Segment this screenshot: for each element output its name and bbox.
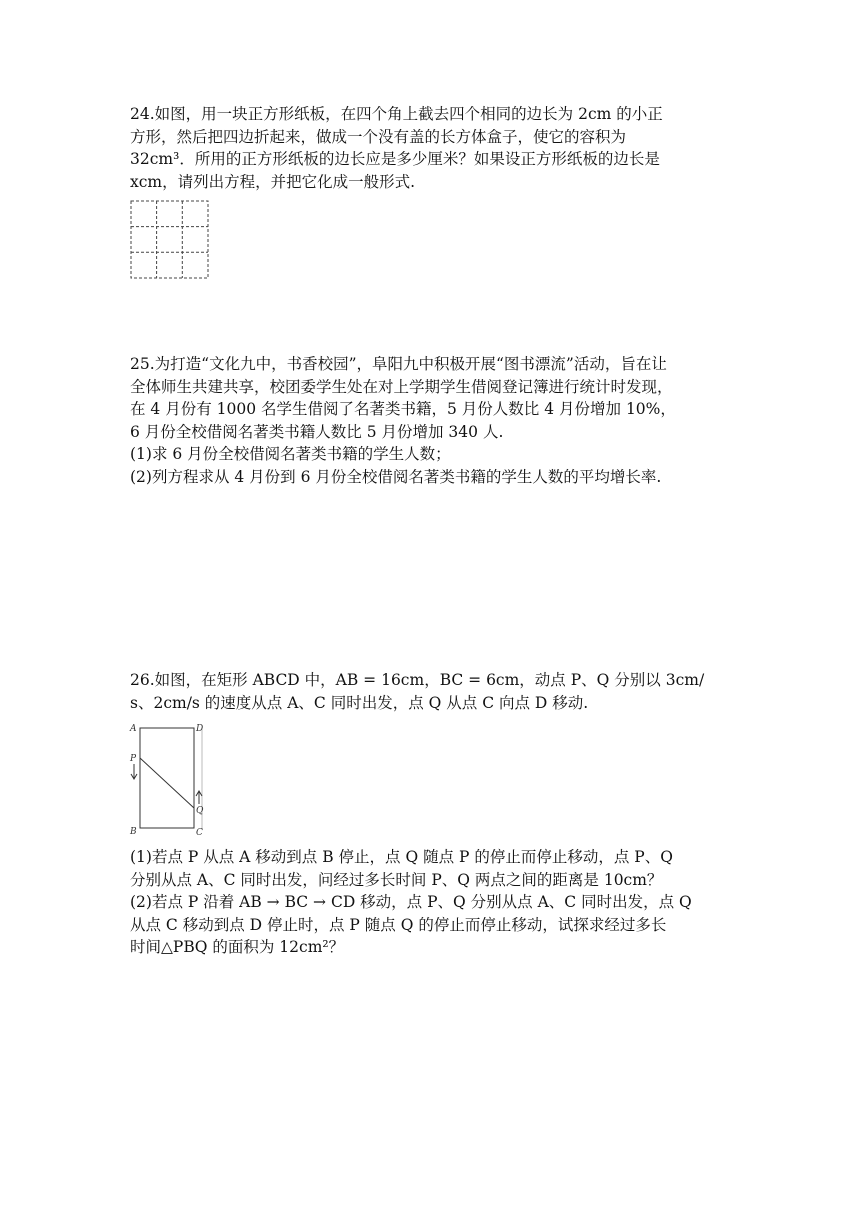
problem-25-line-2: 全体师生共建共享，校团委学生处在对上学期学生借阅登记簿进行统计时发现， bbox=[130, 377, 673, 396]
problem-26-subquestions bbox=[130, 846, 730, 959]
problem-26-line-1: 26.如图，在矩形 ABCD 中，AB = 16cm，BC = 6cm，动点 P、Q 分别以 3cm/ bbox=[130, 671, 705, 689]
label-c: C bbox=[196, 828, 203, 837]
problem-26 bbox=[130, 669, 730, 714]
problem-25-line-4: 6 月份全校借阅名著类书籍人数比 5 月份增加 340 人. bbox=[130, 422, 504, 441]
rectangle-abcd-diagram bbox=[128, 722, 208, 837]
square-board-figure bbox=[130, 200, 210, 280]
label-q: Q bbox=[196, 806, 204, 816]
label-a: A bbox=[130, 724, 137, 734]
problem-24-line-2: 方形，然后把四边折起来，做成一个没有盖的长方体盒子，使它的容积为 bbox=[130, 127, 627, 146]
square-board-grid bbox=[130, 200, 210, 280]
rectangle-abcd bbox=[140, 728, 194, 828]
rectangle-abcd-figure bbox=[128, 722, 208, 837]
problem-25-line-1: 25.为打造“文化九中，书香校园”，阜阳九中积极开展“图书漂流”活动，旨在让 bbox=[130, 355, 667, 373]
problem-26-q2-line-2: 从点 C 移动到点 D 停止时，点 P 随点 Q 的停止而停止移动，试探求经过多长 bbox=[130, 915, 667, 934]
problem-26-q2-line-3: 时间△PBQ 的面积为 12cm²？ bbox=[130, 938, 345, 956]
problem-25 bbox=[130, 353, 730, 488]
label-p: P bbox=[130, 754, 137, 764]
problem-24 bbox=[130, 103, 730, 193]
problem-26-q1-line-1: (1)若点 P 从点 A 移动到点 B 停止，点 Q 随点 P 的停止而停止移动，点 P、Q bbox=[130, 848, 673, 866]
problem-24-line-1: 24.如图，用一块正方形纸板，在四个角上截去四个相同的边长为 2cm 的小正 bbox=[130, 105, 663, 123]
problem-24-line-4: xcm，请列出方程，并把它化成一般形式. bbox=[130, 172, 416, 191]
label-d: D bbox=[196, 724, 204, 734]
problem-25-question-2: (2)列方程求从 4 月份到 6 月份全校借阅名著类书籍的学生人数的平均增长率. bbox=[130, 467, 662, 486]
problem-25-question-1: (1)求 6 月份全校借阅名著类书籍的学生人数； bbox=[130, 445, 451, 463]
problem-26-q2-line-1: (2)若点 P 沿着 AB → BC → CD 移动，点 P、Q 分别从点 A、C 同时出发，点 Q bbox=[130, 893, 692, 911]
segment-pq bbox=[140, 758, 194, 808]
label-b: B bbox=[130, 827, 137, 837]
problem-24-line-3: 32cm³．所用的正方形纸板的边长应是多少厘米？如果设正方形纸板的边长是 bbox=[130, 150, 660, 168]
problem-26-q1-line-2: 分别从点 A、C 同时出发，问经过多长时间 P、Q 两点之间的距离是 10cm？ bbox=[130, 870, 663, 889]
problem-26-line-2: s、2cm/s 的速度从点 A、C 同时出发，点 Q 从点 C 向点 D 移动. bbox=[130, 693, 589, 712]
problem-25-line-3: 在 4 月份有 1000 名学生借阅了名著类书籍，5 月份人数比 4 月份增加 10%， bbox=[130, 400, 676, 418]
